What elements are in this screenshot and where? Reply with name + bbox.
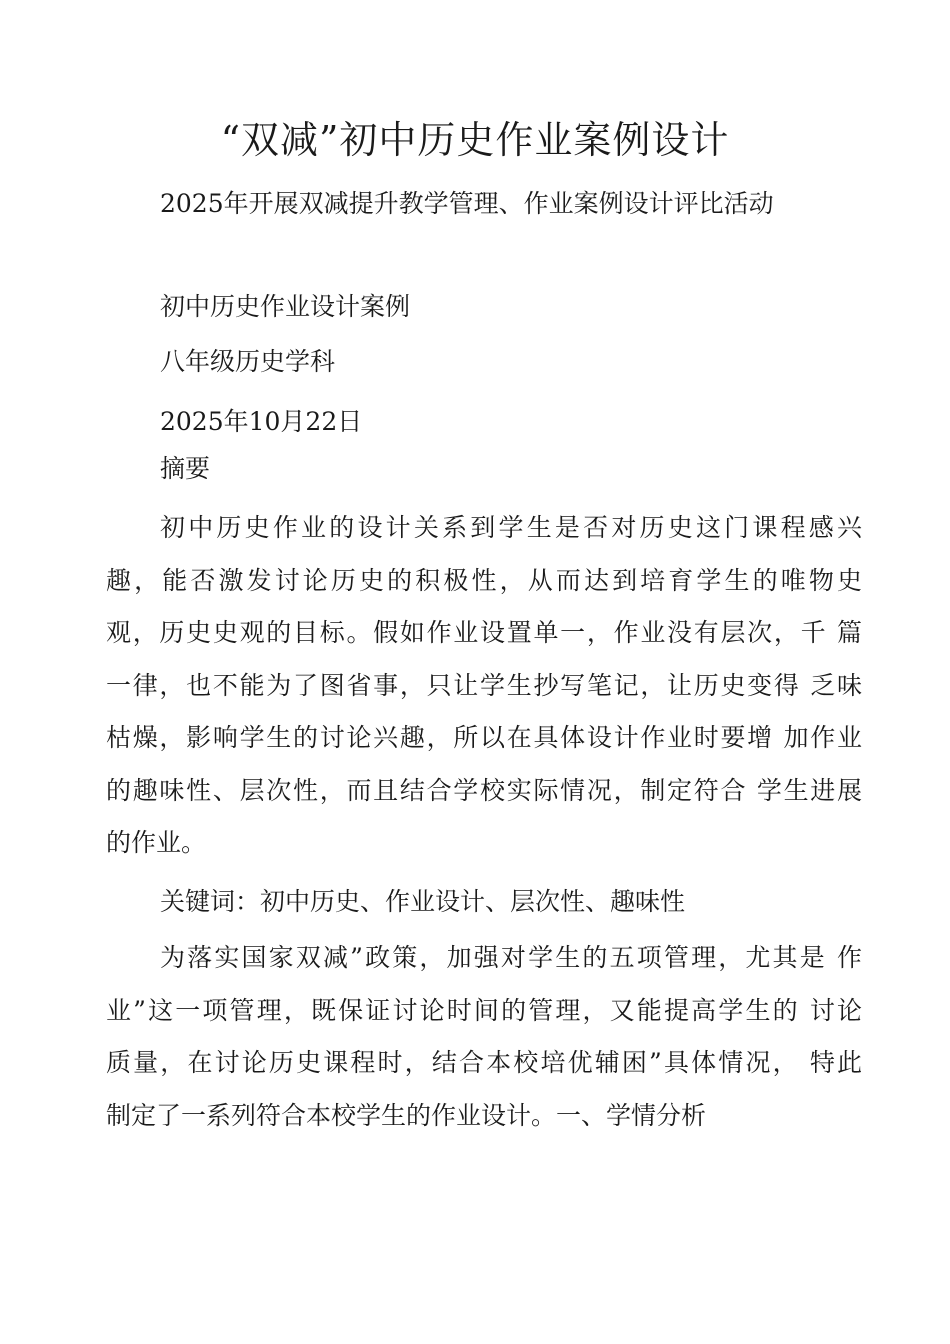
abstract-label: 摘要 — [160, 454, 211, 483]
document-subtitle: 2025年开展双减提升教学管理、作业案例设计评比活动 — [160, 189, 774, 218]
body-line: 为落实国家双减”政策，加强对学生的五项管理，尤其是 作 — [160, 943, 862, 972]
abstract-line: 趣，能否激发讨论历史的积极性，从而达到培育学生的唯物史 — [106, 565, 862, 595]
abstract-line: 的作业。 — [106, 828, 207, 857]
abstract-line: 观，历史史观的目标。假如作业设置单一，作业没有层次，千 篇 — [106, 618, 862, 647]
grade-heading: 八年级历史学科 — [160, 347, 336, 376]
document-title: “双减”初中历史作业案例设计 — [220, 118, 730, 162]
abstract-line: 的趣味性、层次性，而且结合学校实际情况，制定符合 学生进展 — [106, 775, 862, 805]
document-date: 2025年10月22日 — [160, 407, 363, 436]
body-line: 制定了一系列符合本校学生的作业设计。一、学情分析 — [106, 1100, 707, 1130]
abstract-paragraph — [106, 502, 862, 870]
abstract-line: 枯燥，影响学生的讨论兴趣，所以在具体设计作业时要增 加作业 — [106, 723, 862, 752]
abstract-line: 初中历史作业的设计关系到学生是否对历史这门课程感兴 — [160, 513, 862, 542]
body-paragraph — [106, 932, 862, 1142]
keywords-line: 关键词：初中历史、作业设计、层次性、趣味性 — [160, 887, 686, 916]
body-line: 业”这一项管理，既保证讨论时间的管理，又能提高学生的 讨论 — [106, 995, 862, 1025]
body-line: 质量，在讨论历史课程时，结合本校培优辅困”具体情况， 特此 — [106, 1048, 862, 1077]
abstract-line: 一律，也不能为了图省事，只让学生抄写笔记，让历史变得 乏味 — [106, 670, 862, 700]
case-heading: 初中历史作业设计案例 — [160, 292, 411, 321]
